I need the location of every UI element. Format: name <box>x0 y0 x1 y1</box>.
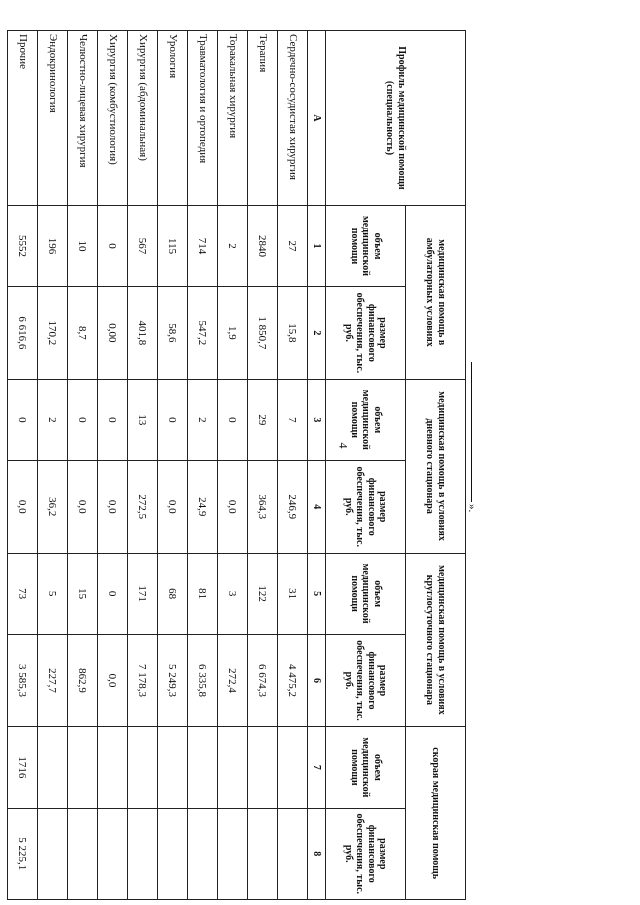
value-cell: 5 249,3 <box>158 634 188 727</box>
table-row <box>98 31 128 900</box>
value-cell: 401,8 <box>128 287 158 380</box>
value-cell: 5552 <box>8 205 38 286</box>
profile-cell: Хирургия (комбустиология) <box>98 31 128 206</box>
value-cell: 7 <box>278 379 308 460</box>
table-row <box>38 31 68 900</box>
value-cell <box>248 727 278 808</box>
value-cell <box>218 727 248 808</box>
profile-cell: Челюстно-лицевая хирургия <box>68 31 98 206</box>
table-row <box>188 31 218 900</box>
value-cell <box>158 808 188 899</box>
value-cell: 68 <box>158 553 188 634</box>
value-cell: 0,0 <box>98 460 128 553</box>
value-cell <box>98 727 128 808</box>
value-cell: 36,2 <box>38 460 68 553</box>
subheader-finance: размер финансового обеспечения, тыс. руб. <box>326 808 406 899</box>
subheader-volume: объем медицинской помощи <box>326 379 406 460</box>
value-cell: 862,9 <box>68 634 98 727</box>
value-cell: 31 <box>278 553 308 634</box>
value-cell: 2 <box>188 379 218 460</box>
value-cell: 0,00 <box>98 287 128 380</box>
value-cell: 171 <box>128 553 158 634</box>
closing-line <box>471 362 472 502</box>
index-cell: 1 <box>308 205 326 286</box>
value-cell: 714 <box>188 205 218 286</box>
value-cell: 10 <box>68 205 98 286</box>
value-cell: 29 <box>248 379 278 460</box>
page-number: 4 <box>336 442 351 449</box>
value-cell: 0,0 <box>8 460 38 553</box>
closing-mark <box>466 362 478 517</box>
profile-header: Профиль медицинской помощи (специальность) <box>326 31 466 206</box>
index-cell: 4 <box>308 460 326 553</box>
value-cell <box>188 808 218 899</box>
value-cell: 0 <box>218 379 248 460</box>
value-cell: 4 475,2 <box>278 634 308 727</box>
profile-cell: Эндокринология <box>38 31 68 206</box>
value-cell: 272,4 <box>218 634 248 727</box>
value-cell <box>218 808 248 899</box>
value-cell <box>68 727 98 808</box>
value-cell: 6 674,3 <box>248 634 278 727</box>
value-cell: 81 <box>188 553 218 634</box>
subheader-volume: объем медицинской помощи <box>326 553 406 634</box>
group-header-emergency: скорая медицинская помощь <box>406 727 466 900</box>
value-cell: 0,0 <box>158 460 188 553</box>
value-cell: 122 <box>248 553 278 634</box>
index-cell: 2 <box>308 287 326 380</box>
value-cell: 24,9 <box>188 460 218 553</box>
value-cell: 5 <box>38 553 68 634</box>
index-cell: А <box>308 31 326 206</box>
value-cell: 8,7 <box>68 287 98 380</box>
subheader-volume: объем медицинской помощи <box>326 727 406 808</box>
value-cell: 7 178,3 <box>128 634 158 727</box>
value-cell: 5 225,1 <box>8 808 38 899</box>
value-cell: 13 <box>128 379 158 460</box>
value-cell: 6 335,8 <box>188 634 218 727</box>
value-cell: 58,6 <box>158 287 188 380</box>
value-cell: 170,2 <box>38 287 68 380</box>
index-cell: 3 <box>308 379 326 460</box>
value-cell: 2 <box>218 205 248 286</box>
value-cell <box>128 808 158 899</box>
value-cell: 2840 <box>248 205 278 286</box>
value-cell: 0 <box>68 379 98 460</box>
value-cell <box>248 808 278 899</box>
value-cell: 0 <box>158 379 188 460</box>
profile-cell: Урология <box>158 31 188 206</box>
subheader-finance: размер финансового обеспечения, тыс. руб. <box>326 460 406 553</box>
index-cell: 5 <box>308 553 326 634</box>
subheader-volume: объем медицинской помощи <box>326 205 406 286</box>
index-cell: 6 <box>308 634 326 727</box>
value-cell: 15 <box>68 553 98 634</box>
value-cell: 196 <box>38 205 68 286</box>
value-cell <box>68 808 98 899</box>
value-cell: 0,0 <box>98 634 128 727</box>
value-cell: 0,0 <box>218 460 248 553</box>
value-cell <box>98 808 128 899</box>
subheader-finance: размер финансового обеспечения, тыс. руб. <box>326 634 406 727</box>
value-cell <box>38 808 68 899</box>
value-cell: 3 <box>218 553 248 634</box>
value-cell <box>128 727 158 808</box>
index-cell: 8 <box>308 808 326 899</box>
value-cell: 73 <box>8 553 38 634</box>
value-cell: 567 <box>128 205 158 286</box>
value-cell: 1,9 <box>218 287 248 380</box>
value-cell: 1716 <box>8 727 38 808</box>
value-cell: 115 <box>158 205 188 286</box>
table-row <box>8 31 38 900</box>
value-cell: 0 <box>8 379 38 460</box>
value-cell <box>158 727 188 808</box>
profile-cell: Хирургия (абдоминальная) <box>128 31 158 206</box>
profile-cell: Травматология и ортопедия <box>188 31 218 206</box>
value-cell: 246,9 <box>278 460 308 553</box>
value-cell: 272,5 <box>128 460 158 553</box>
group-header-day-hospital: медицинская помощь в условиях дневного стационара <box>406 379 466 553</box>
value-cell: 6 616,6 <box>8 287 38 380</box>
profile-cell: Торакальная хирургия <box>218 31 248 206</box>
value-cell <box>278 727 308 808</box>
index-cell: 7 <box>308 727 326 808</box>
value-cell <box>188 727 218 808</box>
rotated-table-wrapper <box>16 30 466 900</box>
profile-cell: Сердечно-сосудистая хирургия <box>278 31 308 206</box>
value-cell: 27 <box>278 205 308 286</box>
profile-cell: Терапия <box>248 31 278 206</box>
medical-care-table <box>7 30 466 900</box>
value-cell: 3 585,3 <box>8 634 38 727</box>
table-row <box>278 31 308 900</box>
value-cell: 364,3 <box>248 460 278 553</box>
value-cell: 0,0 <box>68 460 98 553</box>
table-row <box>158 31 188 900</box>
value-cell: 0 <box>98 379 128 460</box>
subheader-finance: размер финансового обеспечения, тыс. руб. <box>326 287 406 380</box>
group-header-round-clock-hospital: медицинская помощь в условиях круглосуточного стационара <box>406 553 466 727</box>
group-header-ambulatory: медицинская помощь в амбулаторных условиях <box>406 205 466 379</box>
value-cell: 0 <box>98 553 128 634</box>
value-cell: 2 <box>38 379 68 460</box>
value-cell: 0 <box>98 205 128 286</box>
closing-quote: ». <box>466 504 478 513</box>
value-cell <box>38 727 68 808</box>
value-cell: 15,8 <box>278 287 308 380</box>
value-cell: 1 850,7 <box>248 287 278 380</box>
value-cell: 547,2 <box>188 287 218 380</box>
value-cell <box>278 808 308 899</box>
value-cell: 227,7 <box>38 634 68 727</box>
profile-cell: Прочие <box>8 31 38 206</box>
table-row <box>68 31 98 900</box>
table-row <box>128 31 158 900</box>
table-row <box>218 31 248 900</box>
table-row <box>248 31 278 900</box>
